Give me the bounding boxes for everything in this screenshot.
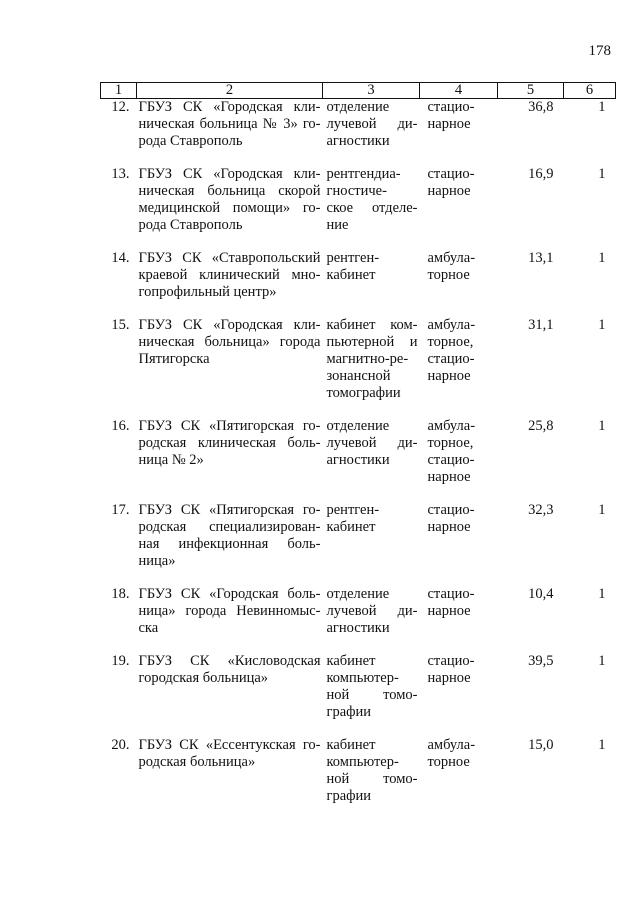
department [323,502,420,586]
facility-name [137,653,323,737]
table-row [101,737,616,821]
care-type [420,317,498,418]
value: 25,8 [528,418,554,434]
value: 16,9 [528,166,554,182]
facility-name [137,586,323,653]
care-type [420,586,498,653]
facility-name [137,250,323,317]
facility-name [137,99,323,167]
care-line: нарное [427,469,471,485]
name-line: ническая больница № 3» го- [138,116,321,132]
dept-line: зонансной [326,368,391,384]
name-line: ница» города Невинномыс- [138,603,321,619]
name-line: ническая больница скорой [138,183,321,199]
dept-line: графии [326,704,372,720]
row-number: 15. [111,317,130,333]
dept-line: ние [326,217,349,233]
dept-line: агностики [326,452,390,468]
care-type [420,250,498,317]
table-row [101,586,616,653]
care-type [420,653,498,737]
care-line: торное, [427,334,474,350]
care-line: нарное [427,183,471,199]
care-type [420,418,498,502]
care-line: стацио- [427,351,475,367]
name-line: ГБУЗ СК «Ставропольский [138,250,321,266]
value: 36,8 [528,99,554,115]
row-number: 13. [111,166,130,182]
table-row [101,418,616,502]
department [323,166,420,250]
care-line: торное, [427,435,474,451]
dept-line: агностики [326,620,390,636]
name-line: ница № 2» [138,452,204,468]
facilities-table [100,82,616,821]
care-line: нарное [427,519,471,535]
row-number: 12. [111,99,130,115]
dept-line: томографии [326,385,401,401]
dept-line: лучевой ди- [326,435,418,451]
facility-name [137,418,323,502]
care-line: стацио- [427,653,475,669]
name-line: рода Ставрополь [138,133,243,149]
row-number: 18. [111,586,130,602]
care-line: стацио- [427,166,475,182]
dept-line: кабинет [326,653,376,669]
row-number: 16. [111,418,130,434]
care-line: амбула- [427,317,476,333]
dept-line: рентгендиа- [326,166,401,182]
care-line: нарное [427,603,471,619]
value: 15,0 [528,737,554,753]
department [323,317,420,418]
care-line: стацио- [427,452,475,468]
dept-line: агностики [326,133,390,149]
care-line: амбула- [427,250,476,266]
care-type [420,502,498,586]
care-line: амбула- [427,737,476,753]
dept-line: ной томо- [326,687,418,703]
dept-line: ское отделе- [326,200,418,216]
table-row [101,317,616,418]
table-body [101,99,616,822]
name-line: ГБУЗ СК «Городская боль- [138,586,321,602]
care-line: амбула- [427,418,476,434]
name-line: городская больница» [138,670,269,686]
care-type [420,166,498,250]
name-line: гопрофильный центр» [138,284,277,300]
care-line: торное [427,754,470,770]
row-number: 20. [111,737,130,753]
count: 1 [598,166,606,182]
name-line: ГБУЗ СК «Городская кли- [138,166,321,182]
care-line: торное [427,267,470,283]
dept-line: отделение [326,586,390,602]
department [323,737,420,821]
row-number: 17. [111,502,130,518]
name-line: родская клиническая боль- [138,435,321,451]
count: 1 [598,586,606,602]
dept-line: компьютер- [326,670,399,686]
value: 10,4 [528,586,554,602]
name-line: ГБУЗ СК «Пятигорская го- [138,418,321,434]
table-row [101,502,616,586]
name-line: ГБУЗ СК «Пятигорская го- [138,502,321,518]
name-line: ная инфекционная боль- [138,536,321,552]
department [323,99,420,167]
count: 1 [598,502,606,518]
name-line: родская специализирован- [138,519,321,535]
dept-line: рентген- [326,250,380,266]
table-row [101,99,616,167]
dept-line: компьютер- [326,754,399,770]
dept-line: магнитно-ре- [326,351,409,367]
name-line: ска [138,620,159,636]
name-line: родская больница» [138,754,256,770]
facility-name [137,317,323,418]
care-line: нарное [427,670,471,686]
value: 32,3 [528,502,554,518]
value: 13,1 [528,250,554,266]
care-type [420,737,498,821]
dept-line: пьютерной и [326,334,418,350]
care-type [420,99,498,167]
name-line: ГБУЗ СК «Городская кли- [138,317,321,333]
count: 1 [598,99,606,115]
name-line: ница» [138,553,176,569]
dept-line: отделение [326,99,390,115]
row-number: 14. [111,250,130,266]
header-col-6: 6 [564,83,616,99]
name-line: Пятигорска [138,351,210,367]
value: 39,5 [528,653,554,669]
department [323,653,420,737]
table-row [101,653,616,737]
count: 1 [598,418,606,434]
header-row [101,83,616,99]
name-line: ГБУЗ СК «Кисловодская [138,653,321,669]
dept-line: кабинет [326,267,376,283]
count: 1 [598,737,606,753]
value: 31,1 [528,317,554,333]
name-line: ническая больница» города [138,334,321,350]
dept-line: лучевой ди- [326,603,418,619]
dept-line: гностиче- [326,183,387,199]
name-line: медицинской помощи» го- [138,200,321,216]
dept-line: кабинет [326,737,376,753]
care-line: стацио- [427,586,475,602]
facility-name [137,737,323,821]
table-row [101,250,616,317]
care-line: нарное [427,368,471,384]
header-col-5: 5 [498,83,564,99]
count: 1 [598,317,606,333]
header-col-1: 1 [101,83,137,99]
department [323,250,420,317]
table-header [101,83,616,99]
department [323,418,420,502]
care-line: стацио- [427,99,475,115]
care-line: стацио- [427,502,475,518]
dept-line: рентген- [326,502,380,518]
header-col-3: 3 [323,83,420,99]
header-col-2: 2 [137,83,323,99]
dept-line: отделение [326,418,390,434]
dept-line: графии [326,788,372,804]
header-col-4: 4 [420,83,498,99]
count: 1 [598,653,606,669]
name-line: рода Ставрополь [138,217,243,233]
name-line: ГБУЗ СК «Ессентукская го- [138,737,321,753]
dept-line: лучевой ди- [326,116,418,132]
facility-name [137,166,323,250]
row-number: 19. [111,653,130,669]
table-row [101,166,616,250]
care-line: нарное [427,116,471,132]
dept-line: кабинет [326,519,376,535]
dept-line: кабинет ком- [326,317,418,333]
name-line: ГБУЗ СК «Городская кли- [138,99,321,115]
dept-line: ной томо- [326,771,418,787]
count: 1 [598,250,606,266]
name-line: краевой клинический мно- [138,267,321,283]
page-number: 178 [588,43,611,59]
facility-name [137,502,323,586]
department [323,586,420,653]
